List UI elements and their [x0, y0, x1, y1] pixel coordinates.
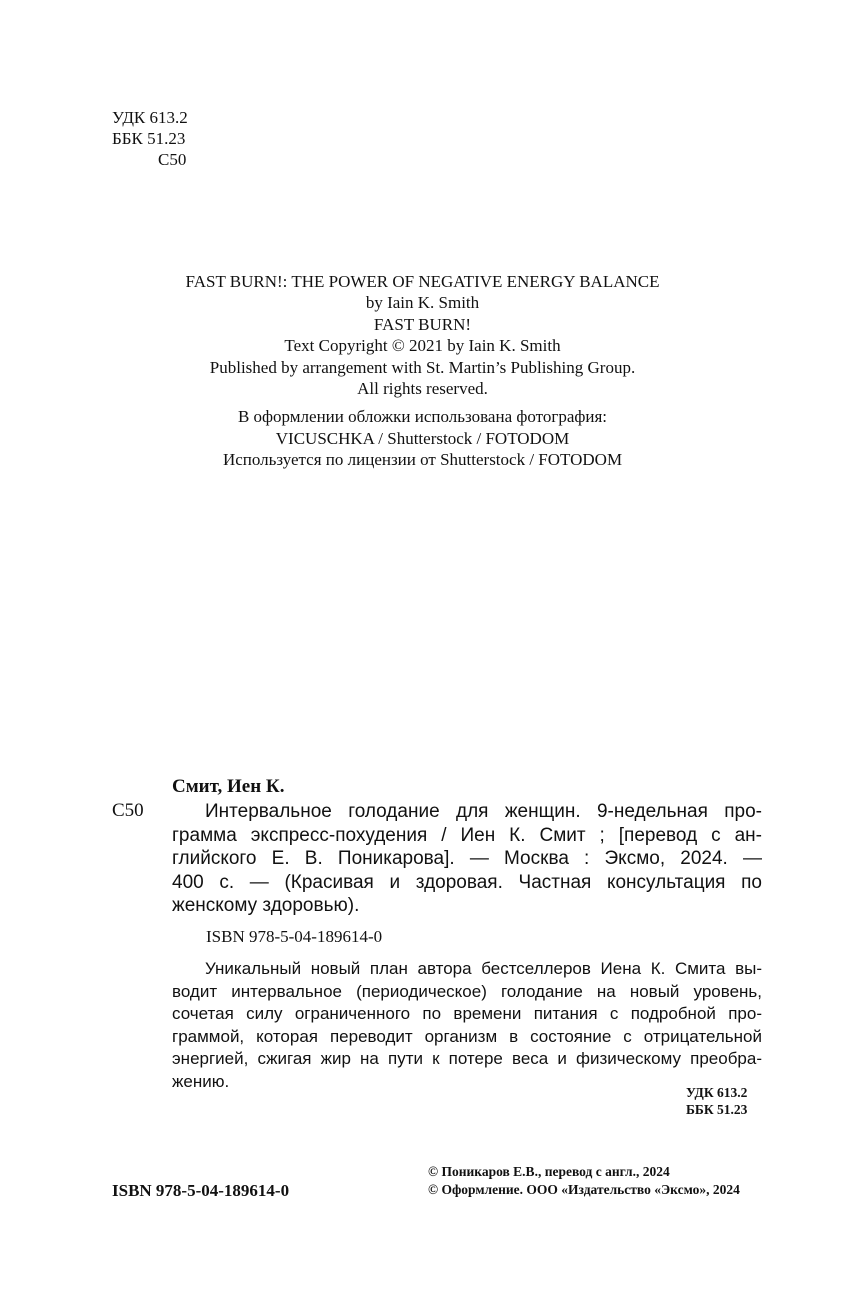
biblio-line: глийского Е. В. Поникарова]. — Москва : Эксмо, 2024. —: [172, 848, 762, 869]
annotation: [172, 958, 762, 1093]
text-copyright: Text Copyright © 2021 by Iain K. Smith: [284, 336, 561, 356]
annotation-line: граммой, которая переводит организм в состояние с отрицательной: [172, 1026, 762, 1046]
license-line: Используется по лицензии от Shutterstock / FOTODOM: [222, 450, 623, 470]
udk-code: УДК 613.2: [112, 108, 188, 127]
annotation-line: Уникальный новый план автора бестселлеров Иена К. Смита вы-: [205, 959, 762, 978]
isbn-record: ISBN 978-5-04-189614-0: [206, 927, 383, 946]
bibliographic-description: [172, 800, 762, 918]
biblio-line: женскому здоровью).: [172, 895, 360, 916]
classification-right: [686, 1084, 747, 1118]
bbk-code: ББК 51.23: [112, 129, 186, 148]
copyright-block: [0, 271, 845, 471]
design-copyright: © Оформление. ООО «Издательство «Эксмо», 2024: [428, 1182, 740, 1197]
biblio-line: грамма экспресс-похудения / Иен К. Смит ; [перевод с ан-: [172, 824, 762, 846]
published-by: Published by arrangement with St. Martin’s Publishing Group.: [209, 357, 636, 377]
rights-reserved: All rights reserved.: [357, 379, 488, 399]
cover-photo-source: VICUSCHKA / Shutterstock / FOTODOM: [275, 428, 570, 448]
bbk-code-right: ББК 51.23: [686, 1102, 748, 1117]
original-title: FAST BURN!: THE POWER OF NEGATIVE ENERGY BALANCE: [185, 272, 660, 291]
annotation-line: водит интервальное (периодическое) голодание на новый уровень,: [172, 981, 762, 1001]
author-heading: Смит, Иен К.: [172, 776, 285, 797]
record-cipher: С50: [112, 800, 144, 821]
translation-copyright: © Поникаров Е.В., перевод с англ., 2024: [428, 1164, 670, 1179]
short-title: FAST BURN!: [373, 314, 472, 334]
cover-photo-credit: В оформлении обложки использована фотография:: [237, 407, 608, 427]
udk-code-right: УДК 613.2: [686, 1085, 748, 1100]
annotation-line: сочетая силу ограниченного по времени питания с подробной про-: [172, 1004, 762, 1023]
biblio-line: 400 с. — (Красивая и здоровая. Частная консультация по: [172, 871, 762, 893]
annotation-line: жению.: [172, 1071, 230, 1091]
by-line: by Iain K. Smith: [365, 293, 480, 313]
copyright-notices: [428, 1163, 740, 1199]
classification-top: [112, 107, 188, 170]
author-cipher: С50: [158, 150, 187, 169]
annotation-line: энергией, сжигая жир на пути к потере веса и физическому преобра-: [172, 1049, 762, 1068]
isbn-footer: ISBN 978-5-04-189614-0: [112, 1181, 290, 1200]
spacer: [0, 399, 845, 406]
biblio-line: Интервальное голодание для женщин. 9-недельная про-: [205, 801, 762, 822]
